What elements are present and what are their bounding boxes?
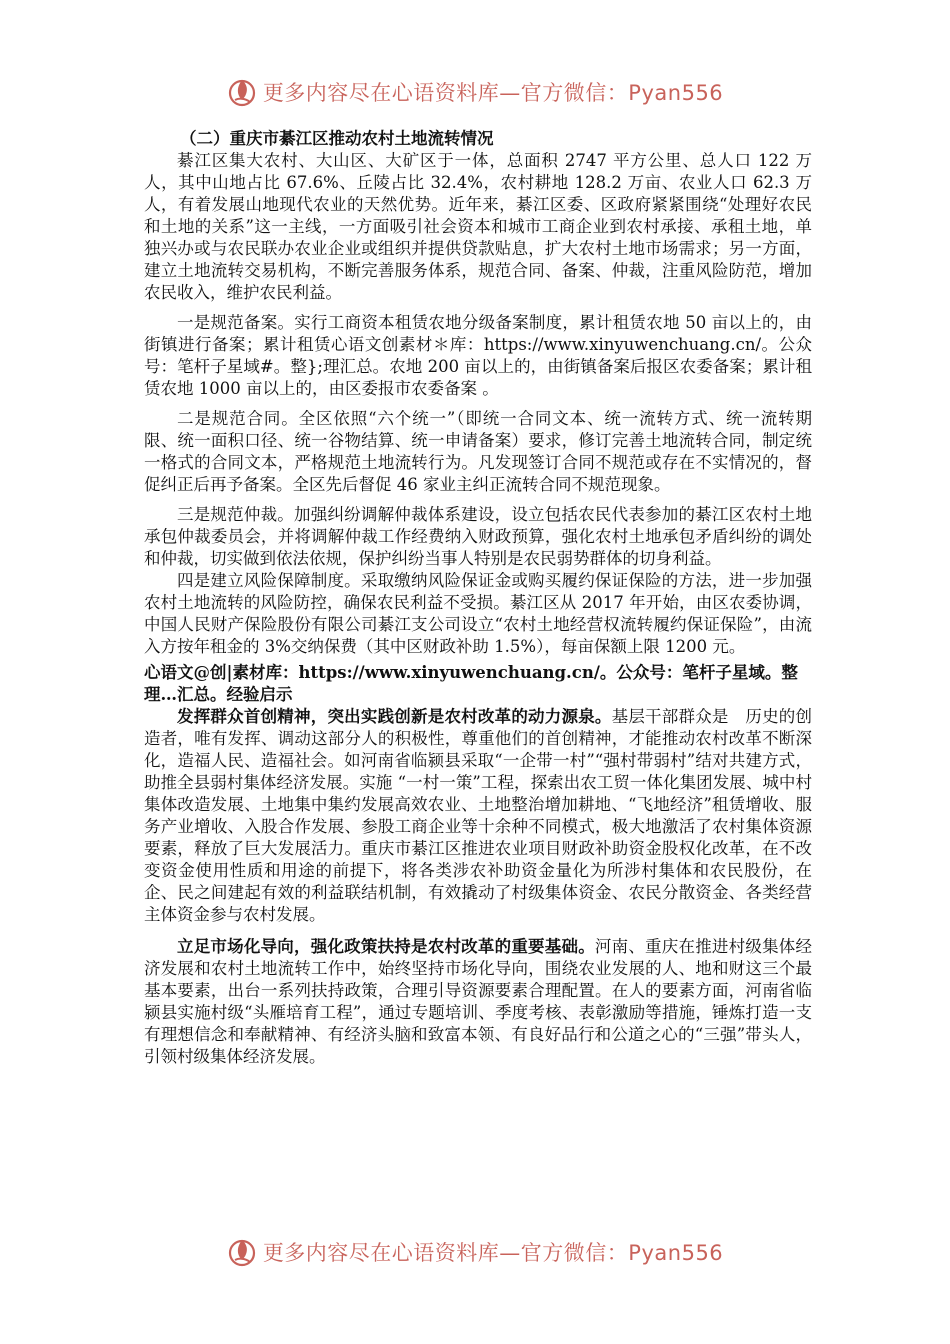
experience-heading: 心语文@创|素材库：https://www.xinyuwenchuang.cn/。公众号：笔杆子星域。整理…汇总。经验启示 bbox=[144, 663, 798, 704]
header-watermark-banner bbox=[0, 72, 950, 112]
paragraph-innovation-lead: 发挥群众首创精神，突出实践创新是农村改革的动力源泉。 bbox=[177, 707, 612, 726]
section-heading: （二）重庆市綦江区推动农村土地流转情况 bbox=[180, 129, 494, 148]
paragraph-contract: 二是规范合同。全区依照“六个统一”（即统一合同文本、统一流转方式、统一流转期限、统一面积口径、统一谷物结算、统一申请备案）要求，修订完善土地流转合同，制定统一格式的合同文本，严格规范土地流转行为。凡发现签订合同不规范或存在不实情况的，督促纠正后再予备案。全区先后督促 46 家业主纠正流转合同不规范现象。 bbox=[144, 409, 812, 494]
paragraph-market-body: 河南、重庆在推进村级集体经济发展和农村土地流转工作中，始终坚持市场化导向，围绕农业发展的人、地和财这三个最基本要素，出台一系列扶持政策，合理引导资源要素合理配置。在人的要素方面，河南省临颍县实施村级“头雁培育工程”，通过专题培训、季度考核、表彰激励等措施，锤炼打造一支有理想信念和奉献精神、有经济头脑和致富本领、有良好品行和公道之心的“三强”带头人，引领村级集体经济发展。 bbox=[144, 937, 813, 1066]
paragraph-market-lead: 立足市场化导向，强化政策扶持是农村改革的重要基础。 bbox=[177, 937, 595, 956]
paragraph-arbitration: 三是规范仲裁。加强纠纷调解仲裁体系建设，设立包括农民代表参加的綦江区农村土地承包仲裁委员会，并将调解仲裁工作经费纳入财政预算，强化农村土地承包矛盾纠纷的调处和仲裁，切实做到依法依规，保护纠纷当事人特别是农民弱势群体的切身利益。 bbox=[144, 505, 812, 568]
document-body bbox=[144, 128, 812, 1068]
paragraph-overview: 綦江区集大农村、大山区、大矿区于一体，总面积 2747 平方公里、总人口 122 万人，其中山地占比 67.6%、丘陵占比 32.4%，农村耕地 128.2 万亩、农业人口 62.3 万人，有着发展山地现代农业的天然优势。近年来，綦江区委、区政府紧紧围绕“处理好农民和土地的关系”这一主线，一方面吸引社会资本和城市工商企业到农村承接、承租土地，单独兴办或与农民联办农业企业或组织并提供贷款贴息，扩大农村土地市场需求；另一方面，建立土地流转交易机构，不断完善服务体系，规范合同、备案、仲裁，注重风险防范，增加农民收入，维护农民利益。 bbox=[144, 151, 812, 302]
paragraph-innovation-body: 基层干部群众是 历史的创造者，唯有发挥、调动这部分人的积极性，尊重他们的首创精神，才能推动农村改革不断深化，造福人民、造福社会。如河南省临颍县采取“一企带一村”“强村带弱村”结对共建方式，助推全县弱村集体经济发展。实施 “一村一策”工程，探索出农工贸一体化集团发展、城中村集体改造发展、土地集中集约发展高效农业、土地整治增加耕地、“飞地经济”租赁增收、服务产业增收、入股合作发展、参股工商企业等十余种不同模式，极大地激活了农村集体资源要素，释放了巨大发展活力。重庆市綦江区推进农业项目财政补助资金股权化改革，在不改变资金使用性质和用途的前提下，将各类涉农补助资金量化为所涉村集体和农民股份，在企、民之间建起有效的利益联结机制，有效撬动了村级集体资金、农民分散资金、各类经营主体资金参与农村发展。 bbox=[144, 707, 813, 924]
footer-watermark-banner bbox=[0, 1232, 950, 1272]
banner-text: 更多内容尽在心语资料库—官方微信：Pyan556 bbox=[262, 81, 724, 105]
paragraph-risk: 四是建立风险保障制度。采取缴纳风险保证金或购买履约保证保险的方法，进一步加强农村土地流转的风险防控，确保农民利益不受损。綦江区从 2017 年开始，由区农委协调，中国人民财产保险股份有限公司綦江支公司设立“农村土地经营权流转履约保证保险”，由流入方按年租金的 3%交纳保费（其中区财政补助 1.5%），每亩保额上限 1200 元。 bbox=[144, 571, 812, 656]
paragraph-market bbox=[144, 936, 812, 1068]
leaf-flame-logo-icon bbox=[227, 76, 257, 108]
banner-text: 更多内容尽在心语资料库—官方微信：Pyan556 bbox=[262, 1241, 724, 1265]
paragraph-innovation bbox=[144, 706, 812, 926]
leaf-flame-logo-icon bbox=[227, 1236, 257, 1268]
paragraph-filing: 一是规范备案。实行工商资本租赁农地分级备案制度，累计租赁农地 50 亩以上的，由街镇进行备案；累计租赁心语文创素材＊库：https://www.xinyuwenchuang.cn/。公众号：笔杆子星域#。整};理汇总。农地 200 亩以上的，由街镇备案后报区农委备案；累计租赁农地 1000 亩以上的，由区委报市农委备案 。 bbox=[144, 313, 812, 398]
